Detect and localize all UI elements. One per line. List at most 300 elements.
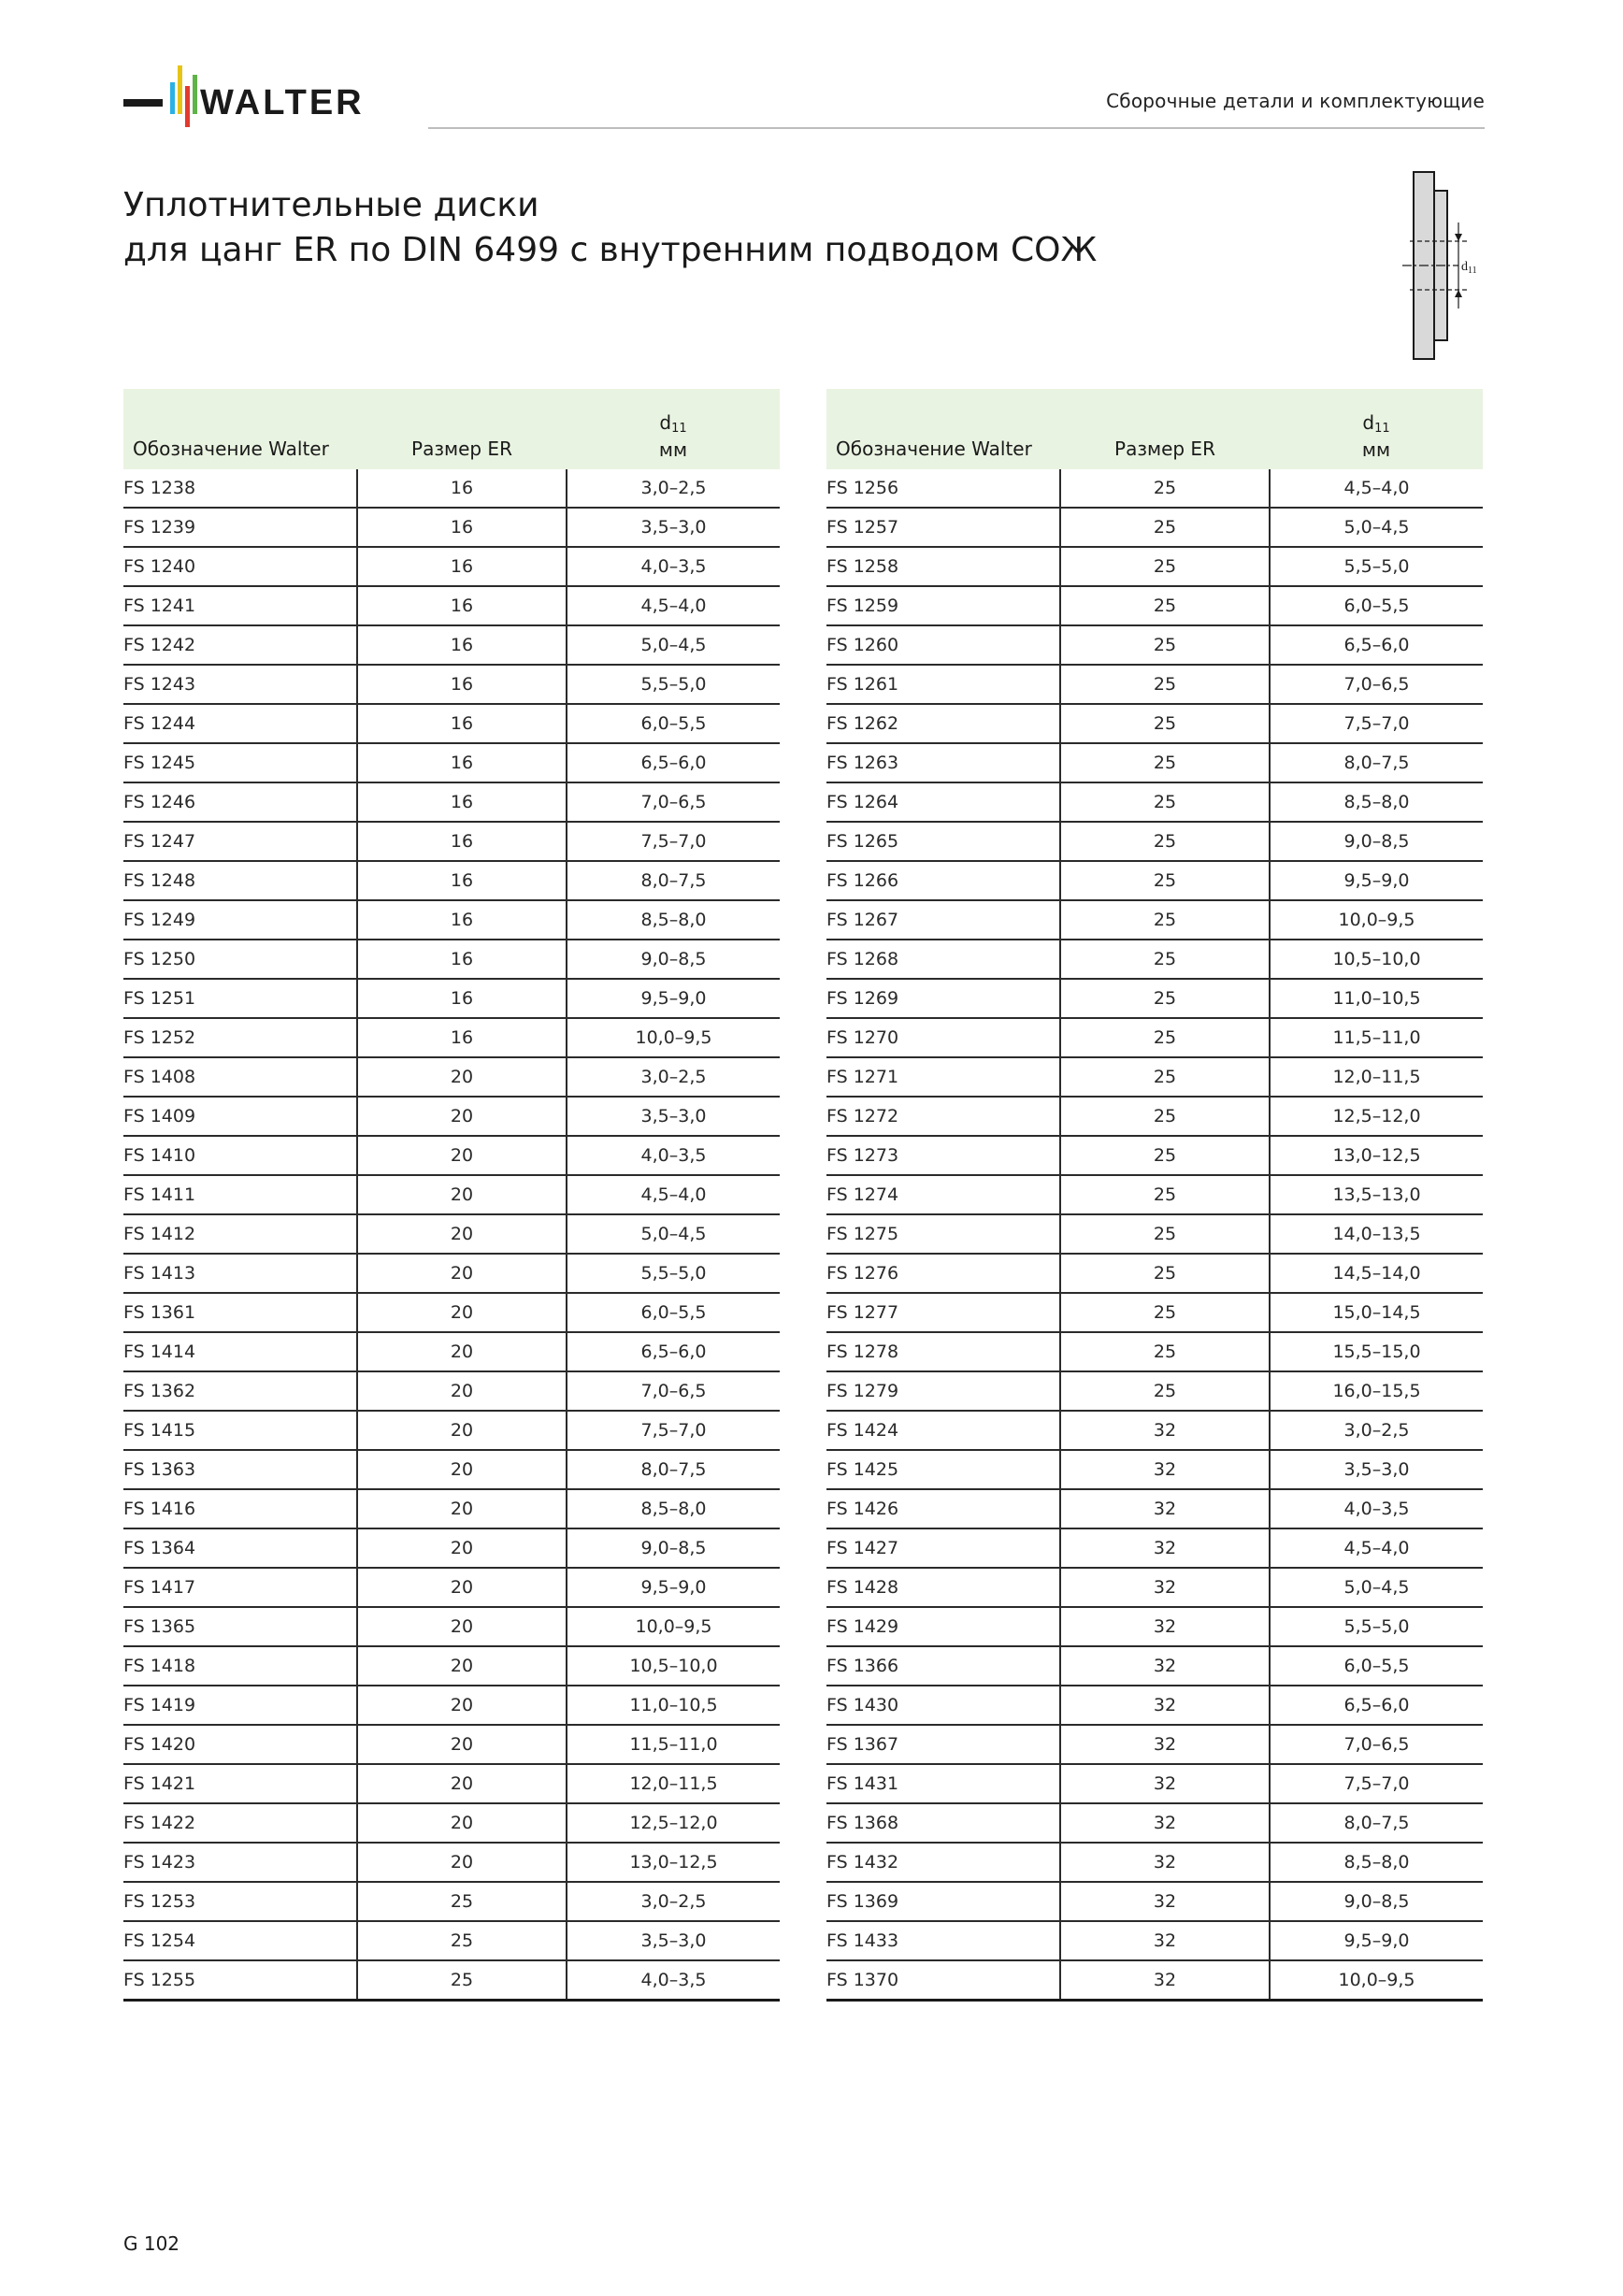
cell-er-size: 25 — [1060, 1254, 1270, 1293]
cell-designation: FS 1415 — [123, 1411, 357, 1450]
cell-er-size: 20 — [357, 1332, 567, 1371]
cell-d11-range: 6,0–5,5 — [1270, 586, 1483, 625]
cell-designation: FS 1250 — [123, 940, 357, 979]
table-row — [123, 1843, 780, 1882]
cell-er-size: 20 — [357, 1097, 567, 1136]
cell-er-size: 20 — [357, 1411, 567, 1450]
cell-er-size: 25 — [1060, 743, 1270, 782]
table-row — [826, 1450, 1483, 1489]
cell-designation: FS 1420 — [123, 1725, 357, 1764]
page-title-line-1: Уплотнительные диски — [123, 186, 539, 224]
cell-designation: FS 1416 — [123, 1489, 357, 1528]
table-row — [123, 1097, 780, 1136]
table-row — [123, 1686, 780, 1725]
cell-er-size: 25 — [1060, 861, 1270, 900]
cell-designation: FS 1422 — [123, 1803, 357, 1843]
cell-d11-range: 6,0–5,5 — [1270, 1646, 1483, 1686]
table-row — [826, 704, 1483, 743]
cell-d11-range: 8,0–7,5 — [1270, 743, 1483, 782]
cell-er-size: 20 — [357, 1843, 567, 1882]
cell-d11-range: 9,5–9,0 — [567, 979, 780, 1018]
cell-designation: FS 1274 — [826, 1175, 1060, 1214]
cell-er-size: 20 — [357, 1254, 567, 1293]
table-row — [123, 861, 780, 900]
cell-er-size: 20 — [357, 1764, 567, 1803]
table-row — [826, 743, 1483, 782]
cell-d11-range: 11,0–10,5 — [567, 1686, 780, 1725]
cell-d11-range: 9,0–8,5 — [567, 1528, 780, 1568]
cell-designation: FS 1255 — [123, 1960, 357, 2001]
cell-d11-range: 10,5–10,0 — [567, 1646, 780, 1686]
cell-d11-range: 5,5–5,0 — [567, 1254, 780, 1293]
cell-er-size: 25 — [1060, 1332, 1270, 1371]
cell-d11-range: 7,5–7,0 — [567, 1411, 780, 1450]
table-row — [123, 586, 780, 625]
table-row — [123, 1332, 780, 1371]
cell-d11-range: 9,5–9,0 — [1270, 1921, 1483, 1960]
cell-designation: FS 1429 — [826, 1607, 1060, 1646]
cell-d11-range: 6,5–6,0 — [1270, 1686, 1483, 1725]
cell-d11-range: 13,0–12,5 — [567, 1843, 780, 1882]
table-row — [123, 1882, 780, 1921]
cell-designation: FS 1273 — [826, 1136, 1060, 1175]
table-row — [826, 1528, 1483, 1568]
cell-er-size: 16 — [357, 822, 567, 861]
cell-er-size: 32 — [1060, 1803, 1270, 1843]
column-header-d11 — [1270, 389, 1483, 469]
cell-designation: FS 1409 — [123, 1097, 357, 1136]
cell-er-size: 20 — [357, 1568, 567, 1607]
cell-d11-range: 3,5–3,0 — [1270, 1450, 1483, 1489]
cell-d11-range: 14,5–14,0 — [1270, 1254, 1483, 1293]
cell-d11-range: 5,5–5,0 — [1270, 547, 1483, 586]
cell-d11-range: 11,5–11,0 — [1270, 1018, 1483, 1057]
cell-designation: FS 1277 — [826, 1293, 1060, 1332]
cell-designation: FS 1259 — [826, 586, 1060, 625]
cell-designation: FS 1418 — [123, 1646, 357, 1686]
cell-d11-range: 8,0–7,5 — [567, 861, 780, 900]
cell-designation: FS 1266 — [826, 861, 1060, 900]
cell-er-size: 25 — [1060, 508, 1270, 547]
cell-er-size: 25 — [1060, 1293, 1270, 1332]
cell-er-size: 25 — [357, 1882, 567, 1921]
cell-d11-range: 5,0–4,5 — [1270, 508, 1483, 547]
cell-er-size: 16 — [357, 979, 567, 1018]
table-row — [123, 1450, 780, 1489]
cell-designation: FS 1433 — [826, 1921, 1060, 1960]
cell-designation: FS 1278 — [826, 1332, 1060, 1371]
table-row — [826, 1725, 1483, 1764]
cell-d11-range: 9,5–9,0 — [1270, 861, 1483, 900]
cell-er-size: 16 — [357, 1018, 567, 1057]
table-row — [826, 1607, 1483, 1646]
walter-logo-graphic — [123, 62, 404, 131]
cell-d11-range: 12,5–12,0 — [567, 1803, 780, 1843]
table-row — [123, 822, 780, 861]
seal-disc-table-left — [123, 389, 780, 2002]
cell-designation: FS 1428 — [826, 1568, 1060, 1607]
cell-designation: FS 1249 — [123, 900, 357, 940]
column-header-er-size: Размер ER — [1060, 389, 1270, 469]
cell-d11-range: 4,5–4,0 — [567, 586, 780, 625]
table-row — [826, 1882, 1483, 1921]
cell-designation: FS 1243 — [123, 665, 357, 704]
cell-er-size: 20 — [357, 1371, 567, 1411]
table-row — [123, 1489, 780, 1528]
table-row — [826, 1960, 1483, 2001]
cell-d11-range: 5,0–4,5 — [567, 1214, 780, 1254]
cell-er-size: 25 — [1060, 979, 1270, 1018]
table-row — [123, 1764, 780, 1803]
cell-d11-range: 8,5–8,0 — [567, 900, 780, 940]
cell-d11-range: 6,0–5,5 — [567, 1293, 780, 1332]
page-number: G 102 — [123, 2232, 180, 2255]
cell-designation: FS 1240 — [123, 547, 357, 586]
cell-designation: FS 1261 — [826, 665, 1060, 704]
cell-designation: FS 1362 — [123, 1371, 357, 1411]
cell-d11-range: 7,0–6,5 — [1270, 1725, 1483, 1764]
table-row — [123, 1960, 780, 2001]
table-row — [123, 1411, 780, 1450]
cell-er-size: 20 — [357, 1803, 567, 1843]
cell-er-size: 32 — [1060, 1686, 1270, 1725]
cell-d11-range: 6,5–6,0 — [567, 743, 780, 782]
cell-d11-range: 15,0–14,5 — [1270, 1293, 1483, 1332]
cell-designation: FS 1251 — [123, 979, 357, 1018]
cell-d11-range: 7,5–7,0 — [1270, 704, 1483, 743]
cell-d11-range: 3,0–2,5 — [567, 1882, 780, 1921]
cell-d11-range: 4,0–3,5 — [567, 547, 780, 586]
cell-er-size: 20 — [357, 1214, 567, 1254]
table-row — [826, 1136, 1483, 1175]
cell-designation: FS 1260 — [826, 625, 1060, 665]
cell-designation: FS 1412 — [123, 1214, 357, 1254]
cell-er-size: 32 — [1060, 1450, 1270, 1489]
table-row — [123, 1214, 780, 1254]
table-row — [826, 1254, 1483, 1293]
table-row — [826, 586, 1483, 625]
cell-d11-range: 9,0–8,5 — [1270, 1882, 1483, 1921]
table-row — [123, 743, 780, 782]
cell-er-size: 16 — [357, 704, 567, 743]
table-row — [826, 1568, 1483, 1607]
cell-designation: FS 1421 — [123, 1764, 357, 1803]
table-row — [123, 1293, 780, 1332]
cell-d11-range: 4,0–3,5 — [567, 1960, 780, 2001]
cell-d11-range: 5,0–4,5 — [1270, 1568, 1483, 1607]
cell-designation: FS 1430 — [826, 1686, 1060, 1725]
table-row — [826, 1175, 1483, 1214]
cell-er-size: 25 — [1060, 1057, 1270, 1097]
table-body-left — [123, 469, 780, 2001]
cell-d11-range: 8,5–8,0 — [1270, 1843, 1483, 1882]
table-row — [123, 665, 780, 704]
cell-d11-range: 5,5–5,0 — [567, 665, 780, 704]
cell-designation: FS 1432 — [826, 1843, 1060, 1882]
cell-d11-range: 9,0–8,5 — [1270, 822, 1483, 861]
cell-designation: FS 1361 — [123, 1293, 357, 1332]
seal-disc-table-right — [826, 389, 1483, 2002]
cell-designation: FS 1424 — [826, 1411, 1060, 1450]
table-row — [123, 1921, 780, 1960]
cell-designation: FS 1410 — [123, 1136, 357, 1175]
cell-er-size: 25 — [1060, 1097, 1270, 1136]
cell-designation: FS 1245 — [123, 743, 357, 782]
cell-designation: FS 1267 — [826, 900, 1060, 940]
cell-designation: FS 1242 — [123, 625, 357, 665]
table-row — [123, 1136, 780, 1175]
cell-designation: FS 1431 — [826, 1764, 1060, 1803]
cell-designation: FS 1258 — [826, 547, 1060, 586]
table-row — [826, 665, 1483, 704]
cell-designation: FS 1276 — [826, 1254, 1060, 1293]
cell-d11-range: 10,0–9,5 — [1270, 1960, 1483, 2001]
cell-designation: FS 1247 — [123, 822, 357, 861]
table-row — [123, 1568, 780, 1607]
d11-symbol: $d_{11}$ — [659, 411, 687, 436]
table-header-row — [123, 389, 780, 469]
seal-disc-cross-section — [1393, 168, 1496, 365]
cell-er-size: 16 — [357, 861, 567, 900]
table-row — [123, 1607, 780, 1646]
cell-er-size: 16 — [357, 586, 567, 625]
cell-designation: FS 1408 — [123, 1057, 357, 1097]
cell-designation: FS 1411 — [123, 1175, 357, 1214]
cell-designation: FS 1254 — [123, 1921, 357, 1960]
cell-d11-range: 14,0–13,5 — [1270, 1214, 1483, 1254]
table-row — [826, 1803, 1483, 1843]
cell-d11-range: 7,0–6,5 — [567, 1371, 780, 1411]
cell-er-size: 25 — [1060, 625, 1270, 665]
cell-designation: FS 1239 — [123, 508, 357, 547]
table-row — [826, 1411, 1483, 1450]
cell-d11-range: 11,5–11,0 — [567, 1725, 780, 1764]
cell-er-size: 16 — [357, 782, 567, 822]
column-header-d11 — [567, 389, 780, 469]
cell-d11-range: 12,0–11,5 — [1270, 1057, 1483, 1097]
cell-d11-range: 4,5–4,0 — [567, 1175, 780, 1214]
cell-er-size: 20 — [357, 1528, 567, 1568]
cell-er-size: 16 — [357, 469, 567, 508]
cell-designation: FS 1256 — [826, 469, 1060, 508]
cell-d11-range: 3,5–3,0 — [567, 1097, 780, 1136]
cell-er-size: 25 — [1060, 1175, 1270, 1214]
page-title-line-2: для цанг ER по DIN 6499 с внутренним подводом СОЖ — [123, 231, 1098, 269]
table-row — [826, 1057, 1483, 1097]
table-row — [123, 1725, 780, 1764]
cell-designation: FS 1417 — [123, 1568, 357, 1607]
cell-d11-range: 5,5–5,0 — [1270, 1607, 1483, 1646]
cell-er-size: 25 — [1060, 900, 1270, 940]
cell-d11-range: 6,0–5,5 — [567, 704, 780, 743]
cell-d11-range: 5,0–4,5 — [567, 625, 780, 665]
cell-d11-range: 4,0–3,5 — [1270, 1489, 1483, 1528]
cell-designation: FS 1268 — [826, 940, 1060, 979]
table-row — [123, 508, 780, 547]
table-row — [826, 1843, 1483, 1882]
cell-designation: FS 1238 — [123, 469, 357, 508]
table-row — [826, 782, 1483, 822]
cell-designation: FS 1365 — [123, 1607, 357, 1646]
header-divider — [428, 127, 1485, 129]
d11-unit: мм — [658, 438, 688, 461]
cell-designation: FS 1419 — [123, 1686, 357, 1725]
table-row — [826, 1018, 1483, 1057]
cell-designation: FS 1279 — [826, 1371, 1060, 1411]
cell-d11-range: 13,0–12,5 — [1270, 1136, 1483, 1175]
table-row — [826, 1646, 1483, 1686]
cell-designation: FS 1364 — [123, 1528, 357, 1568]
cell-er-size: 32 — [1060, 1882, 1270, 1921]
column-header-designation: Обозначение Walter — [826, 389, 1060, 469]
table-row — [826, 979, 1483, 1018]
cell-er-size: 25 — [1060, 782, 1270, 822]
cell-er-size: 25 — [357, 1921, 567, 1960]
cell-d11-range: 8,0–7,5 — [1270, 1803, 1483, 1843]
table-row — [826, 900, 1483, 940]
table-row — [826, 861, 1483, 900]
cell-designation: FS 1370 — [826, 1960, 1060, 2001]
cell-d11-range: 9,5–9,0 — [567, 1568, 780, 1607]
table-row — [123, 1803, 780, 1843]
table-row — [826, 1332, 1483, 1371]
table-row — [123, 979, 780, 1018]
cell-d11-range: 12,5–12,0 — [1270, 1097, 1483, 1136]
cell-er-size: 25 — [1060, 1136, 1270, 1175]
cell-er-size: 16 — [357, 665, 567, 704]
table-row — [123, 1646, 780, 1686]
dimension-label: $d_{11}$ — [1461, 260, 1477, 276]
walter-logo — [123, 62, 404, 131]
cell-er-size: 25 — [357, 1960, 567, 2001]
cell-d11-range: 3,5–3,0 — [567, 1921, 780, 1960]
cell-designation: FS 1272 — [826, 1097, 1060, 1136]
column-header-er-size: Размер ER — [357, 389, 567, 469]
table-row — [826, 1214, 1483, 1254]
cell-er-size: 25 — [1060, 586, 1270, 625]
table-row — [123, 547, 780, 586]
cell-designation: FS 1264 — [826, 782, 1060, 822]
table-row — [123, 940, 780, 979]
cell-designation: FS 1241 — [123, 586, 357, 625]
cell-er-size: 20 — [357, 1450, 567, 1489]
table-row — [826, 940, 1483, 979]
d11-unit: мм — [1361, 438, 1391, 461]
walter-logo-text: WALTER — [200, 83, 365, 122]
cell-designation: FS 1413 — [123, 1254, 357, 1293]
table-row — [123, 1528, 780, 1568]
table-row — [826, 547, 1483, 586]
cell-d11-range: 10,0–9,5 — [567, 1607, 780, 1646]
cell-designation: FS 1262 — [826, 704, 1060, 743]
cell-d11-range: 13,5–13,0 — [1270, 1175, 1483, 1214]
cell-er-size: 25 — [1060, 940, 1270, 979]
cell-designation: FS 1257 — [826, 508, 1060, 547]
table-row — [123, 900, 780, 940]
cell-er-size: 25 — [1060, 1018, 1270, 1057]
table-row — [826, 1921, 1483, 1960]
cell-er-size: 32 — [1060, 1646, 1270, 1686]
cell-er-size: 20 — [357, 1725, 567, 1764]
cell-er-size: 20 — [357, 1175, 567, 1214]
cell-designation: FS 1366 — [826, 1646, 1060, 1686]
d11-symbol: $d_{11}$ — [1362, 411, 1390, 436]
cell-er-size: 32 — [1060, 1411, 1270, 1450]
cell-designation: FS 1244 — [123, 704, 357, 743]
page-title — [123, 183, 1097, 273]
cell-er-size: 20 — [357, 1686, 567, 1725]
cell-designation: FS 1270 — [826, 1018, 1060, 1057]
cell-d11-range: 4,5–4,0 — [1270, 469, 1483, 508]
table-row — [826, 469, 1483, 508]
cell-d11-range: 7,5–7,0 — [1270, 1764, 1483, 1803]
cell-d11-range: 3,0–2,5 — [567, 469, 780, 508]
cell-d11-range: 6,5–6,0 — [567, 1332, 780, 1371]
cell-d11-range: 10,0–9,5 — [1270, 900, 1483, 940]
table-row — [826, 625, 1483, 665]
cell-er-size: 25 — [1060, 547, 1270, 586]
cell-d11-range: 3,0–2,5 — [567, 1057, 780, 1097]
cell-er-size: 32 — [1060, 1921, 1270, 1960]
table-row — [123, 1057, 780, 1097]
table-row — [826, 1489, 1483, 1528]
seal-disc-drawing — [1393, 168, 1496, 365]
cell-d11-range: 7,5–7,0 — [567, 822, 780, 861]
cell-designation: FS 1265 — [826, 822, 1060, 861]
table-row — [123, 469, 780, 508]
cell-d11-range: 15,5–15,0 — [1270, 1332, 1483, 1371]
cell-er-size: 16 — [357, 625, 567, 665]
cell-er-size: 25 — [1060, 1214, 1270, 1254]
cell-d11-range: 9,0–8,5 — [567, 940, 780, 979]
column-header-designation: Обозначение Walter — [123, 389, 357, 469]
cell-er-size: 16 — [357, 940, 567, 979]
cell-er-size: 25 — [1060, 1371, 1270, 1411]
cell-er-size: 16 — [357, 547, 567, 586]
cell-er-size: 32 — [1060, 1528, 1270, 1568]
cell-er-size: 32 — [1060, 1960, 1270, 2001]
cell-designation: FS 1246 — [123, 782, 357, 822]
cell-designation: FS 1426 — [826, 1489, 1060, 1528]
cell-er-size: 32 — [1060, 1568, 1270, 1607]
cell-designation: FS 1414 — [123, 1332, 357, 1371]
cell-er-size: 16 — [357, 900, 567, 940]
cell-d11-range: 7,0–6,5 — [1270, 665, 1483, 704]
table-row — [123, 782, 780, 822]
cell-designation: FS 1425 — [826, 1450, 1060, 1489]
cell-er-size: 25 — [1060, 469, 1270, 508]
table-row — [826, 1371, 1483, 1411]
cell-er-size: 20 — [357, 1607, 567, 1646]
table-row — [826, 1764, 1483, 1803]
cell-designation: FS 1271 — [826, 1057, 1060, 1097]
cell-designation: FS 1423 — [123, 1843, 357, 1882]
cell-designation: FS 1275 — [826, 1214, 1060, 1254]
cell-designation: FS 1263 — [826, 743, 1060, 782]
cell-d11-range: 7,0–6,5 — [567, 782, 780, 822]
table-row — [123, 704, 780, 743]
cell-designation: FS 1253 — [123, 1882, 357, 1921]
table-row — [826, 1293, 1483, 1332]
cell-designation: FS 1248 — [123, 861, 357, 900]
cell-designation: FS 1368 — [826, 1803, 1060, 1843]
cell-d11-range: 8,0–7,5 — [567, 1450, 780, 1489]
cell-d11-range: 4,5–4,0 — [1270, 1528, 1483, 1568]
cell-designation: FS 1369 — [826, 1882, 1060, 1921]
cell-er-size: 16 — [357, 743, 567, 782]
cell-er-size: 20 — [357, 1293, 567, 1332]
table-row — [123, 1254, 780, 1293]
